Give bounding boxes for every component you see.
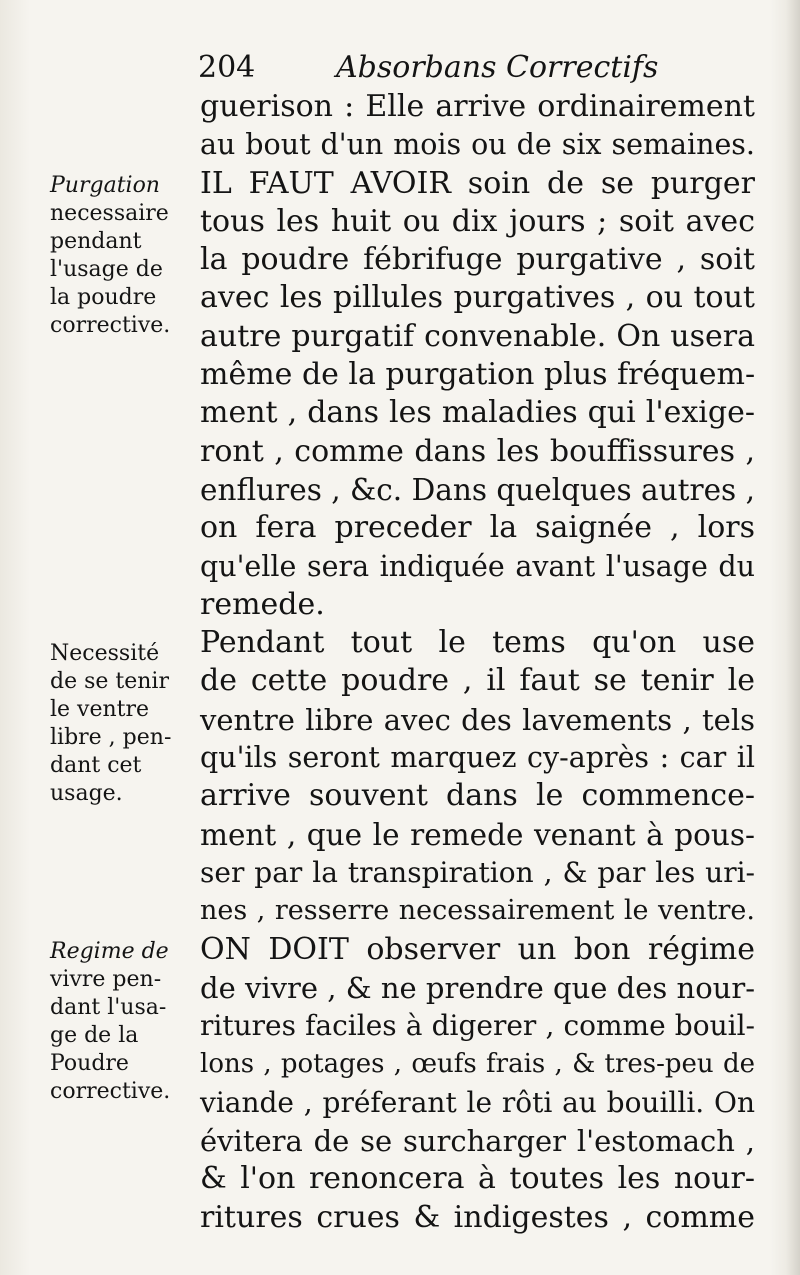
margin-note-line: dant l'usa- <box>50 995 167 1020</box>
running-head: Absorbans Correctifs <box>336 50 659 85</box>
body-line: Pendant tout le tems qu'on use <box>200 625 755 661</box>
body-line: autre purgatif convenable. On usera <box>200 318 755 354</box>
margin-note-line: Necessité <box>50 641 160 666</box>
margin-note-line: corrective. <box>50 1079 171 1104</box>
body-line: qu'ils seront marquez cy-après : car il <box>200 741 755 775</box>
body-line: lons , potages , œufs frais , & tres-peu de <box>200 1049 755 1080</box>
body-text <box>200 88 755 1237</box>
margin-note-line: de se tenir <box>50 669 169 694</box>
body-line: IL FAUT AVOIR soin de se purger <box>200 165 755 201</box>
margin-note-line: dant cet <box>50 753 142 778</box>
body-line: ON DOIT observer un bon régime <box>200 931 755 967</box>
margin-note-line: ge de la <box>50 1023 139 1048</box>
body-line: ment , dans les maladies qui l'exige- <box>200 395 755 431</box>
margin-note-line: Poudre <box>50 1051 129 1076</box>
body-line: ront , comme dans les bouffissures , <box>200 433 755 469</box>
body-line: viande , préferant le rôti au bouilli. On <box>200 1085 755 1119</box>
body-line: arrive souvent dans le commence- <box>200 778 755 814</box>
margin-note-purgation <box>50 172 182 340</box>
margin-note-regime <box>50 938 182 1106</box>
margin-note-line: l'usage de <box>50 257 163 282</box>
margin-note-line: vivre pen- <box>50 967 162 992</box>
body-line: de cette poudre , il faut se tenir le <box>200 663 755 699</box>
margin-note-line: corrective. <box>50 313 171 338</box>
body-line: la poudre fébrifuge purgative , soit <box>200 242 755 278</box>
body-line: on fera preceder la saignée , lors <box>200 510 755 546</box>
body-line: qu'elle sera indiquée avant l'usage du <box>200 549 755 583</box>
margin-note-line: Purgation <box>50 173 160 198</box>
body-line: ventre libre avec des lavements , tels <box>200 702 755 737</box>
margin-note-line: le ventre <box>50 697 150 722</box>
body-line: guerison : Elle arrive ordinairement <box>200 89 755 124</box>
margin-note-line: la poudre <box>50 285 157 310</box>
body-line: remede. <box>200 586 325 622</box>
body-line: de vivre , & ne prendre que des nour- <box>200 970 755 1005</box>
body-line: ment , que le remede venant à pous- <box>200 817 755 852</box>
body-line: au bout d'un mois ou de six semaines. <box>200 128 755 162</box>
body-line: & l'on renoncera à toutes les nour- <box>200 1161 755 1197</box>
page-edge-shadow <box>786 0 800 1275</box>
body-line: avec les pillules purgatives , ou tout <box>200 280 755 316</box>
page-number: 204 <box>198 50 256 85</box>
margin-note-line: usage. <box>50 781 123 806</box>
margin-note-line: pendant <box>50 229 142 254</box>
body-line: nes , resserre necessairement le ventre. <box>200 895 755 927</box>
body-line: tous les huit ou dix jours ; soit avec <box>200 203 755 239</box>
body-line: même de la purgation plus fréquem- <box>200 357 756 393</box>
body-line: ser par la transpiration , & par les uri- <box>200 855 755 889</box>
body-line: ritures faciles à digerer , comme bouil- <box>200 1009 755 1043</box>
margin-note-line: Regime de <box>50 939 169 964</box>
margin-note-line: necessaire <box>50 201 169 226</box>
margin-note-line: libre , pen- <box>50 725 172 750</box>
body-line: ritures crues & indigestes , comme <box>200 1199 755 1235</box>
page-header <box>198 46 760 90</box>
body-line: évitera de se surcharger l'estomach , <box>200 1124 755 1159</box>
margin-note-necessite <box>50 640 182 808</box>
body-line: enflures , &c. Dans quelques autres , <box>200 472 755 507</box>
